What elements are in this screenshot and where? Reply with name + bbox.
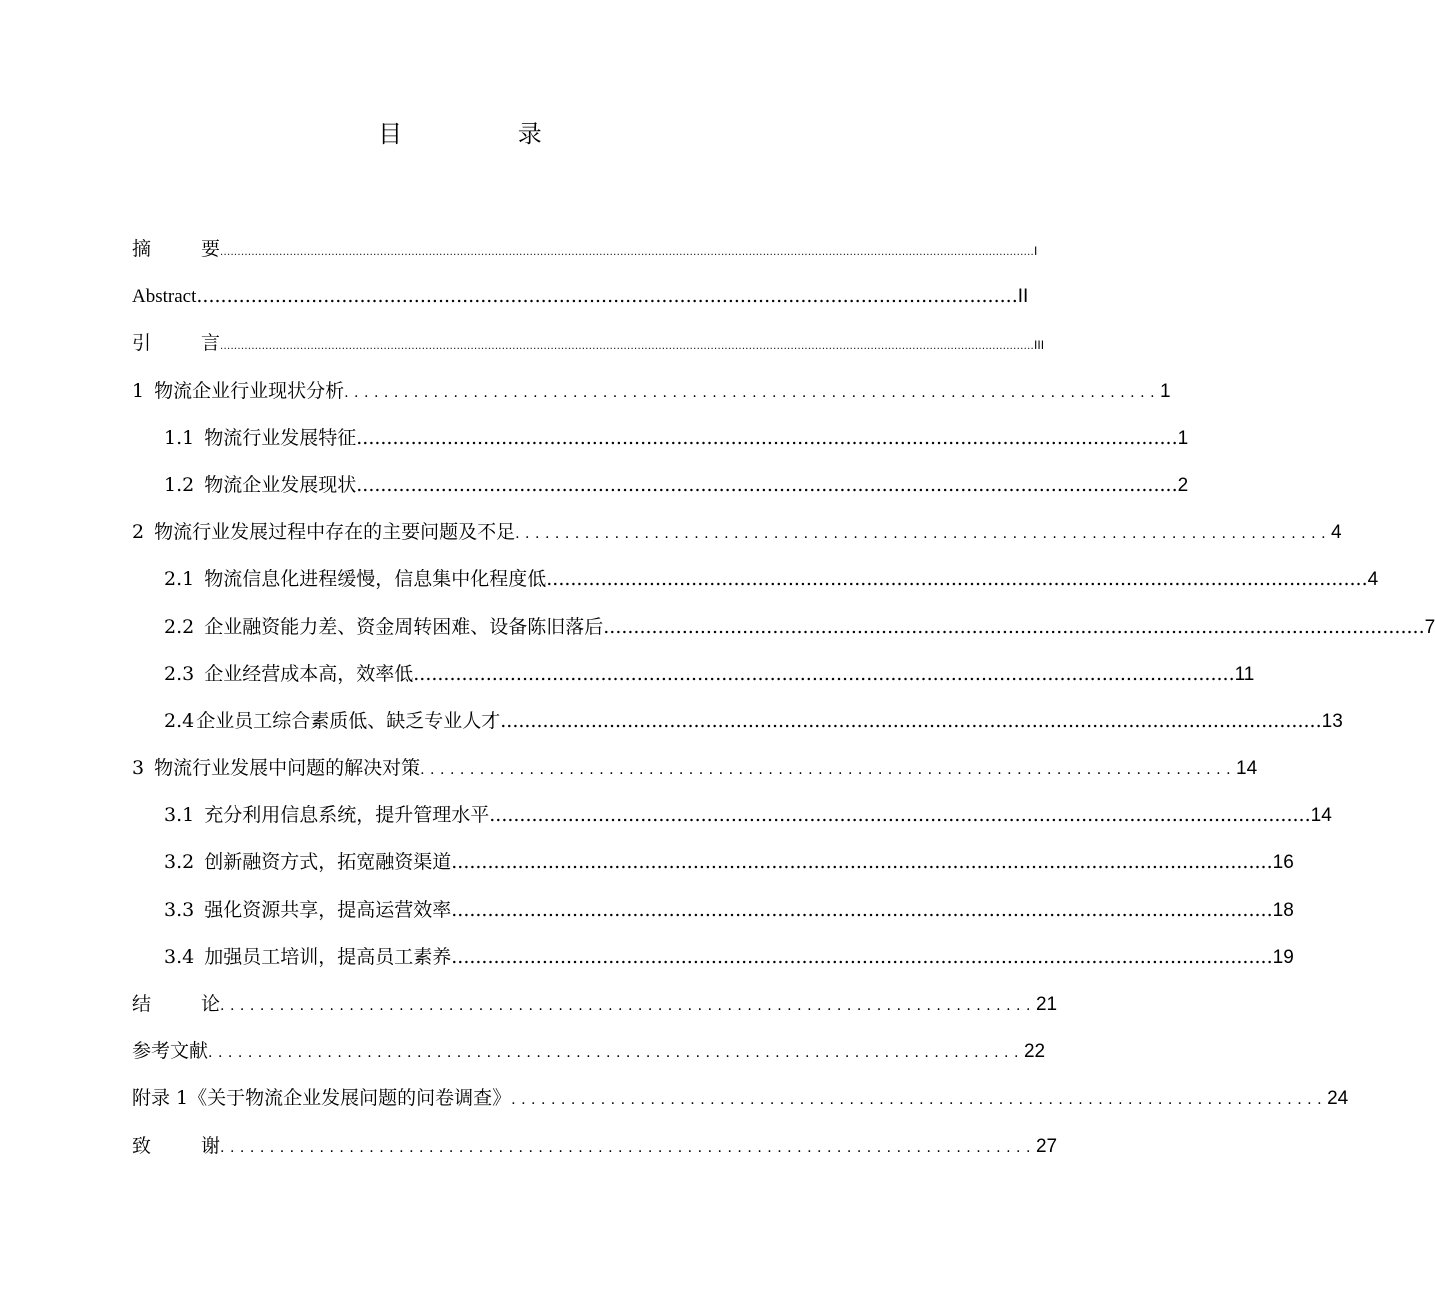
dot-leader: ........................................................................................................................................ [500,709,1322,732]
table-of-contents [132,226,1435,1170]
toc-entry-number: 3.4 [164,945,195,968]
toc-entry-text: 企业融资能力差、资金周转困难、设备陈旧落后 [204,615,604,638]
dot-leader: .................................................................................. [515,526,1332,543]
toc-entry-chapter-2[interactable] [132,509,1342,556]
toc-entry-number: 1 [132,379,145,402]
toc-page-number: 14 [1236,758,1258,780]
dot-leader: ........................................................................................................................................ [451,945,1273,968]
dot-leader: .................................................................................. [220,998,1036,1014]
toc-entry-text: 加强员工培训，提高员工素养 [204,945,452,968]
toc-entry-text: 企业经营成本高，效率低 [204,662,414,685]
toc-entry-conclusion[interactable] [132,981,1058,1028]
toc-entry-number: 3 [132,757,145,780]
toc-entry-chapter-3[interactable] [132,745,1258,792]
dot-leader: ........................................................................................................................................ [546,568,1368,591]
toc-entry-section-2-1[interactable] [132,556,1379,603]
dot-leader: .......................................................................................................................................................................................................................................... [220,341,1035,353]
toc-entry-number: 2.2 [164,615,195,638]
toc-entry-text: 强化资源共享，提高运营效率 [204,898,452,921]
toc-page-number: 24 [1327,1088,1349,1110]
toc-entry-text: 物流企业发展现状 [204,473,357,496]
toc-entry-number: 3.1 [164,804,195,827]
toc-entry-text: 参考文献 [132,1040,209,1063]
toc-entry-text: 充分利用信息系统，提升管理水平 [204,804,490,827]
toc-entry-references[interactable] [132,1028,1046,1075]
toc-entry-text: 结论 [132,993,271,1015]
toc-entry-section-1-2[interactable] [132,462,1189,509]
dot-leader: ........................................................................................................................................ [356,473,1178,496]
toc-entry-text: 物流信息化进程缓慢，信息集中化程度低 [204,568,547,591]
toc-page-number: 22 [1023,1041,1046,1063]
toc-entry-text: 附录 1《关于物流企业发展问题的问卷调查》 [132,1087,512,1110]
dot-leader: .................................................................................. [220,1139,1036,1156]
toc-entry-number: 2 [132,521,145,544]
toc-page-number: 4 [1367,569,1379,591]
toc-entry-text: 物流行业发展中问题的解决对策 [154,757,421,780]
toc-entry-number: 2.1 [164,568,195,591]
toc-page-number: 19 [1272,946,1294,968]
toc-page-number: III [1034,338,1045,353]
toc-entry-text: 摘要 [132,238,271,260]
toc-entry-text: 致谢 [132,1134,271,1157]
dot-leader: .......................................................................................................................................................................................................................................... [220,247,1035,258]
toc-page-number: 21 [1035,994,1058,1015]
toc-page-number: 14 [1310,805,1332,827]
toc-page-number: 4 [1331,522,1342,544]
toc-entry-acknowledgements[interactable] [132,1123,1058,1170]
toc-entry-number: 2.3 [164,662,195,685]
dot-leader: .................................................................................. [420,762,1237,779]
toc-entry-section-3-2[interactable] [132,839,1294,886]
toc-entry-chapter-1[interactable] [132,368,1171,415]
toc-page-number: I [1034,244,1038,258]
dot-leader: ........................................................................................................................................ [489,804,1311,827]
toc-entry-abstract-cn[interactable] [132,226,1038,273]
toc-entry-section-3-3[interactable] [132,887,1294,934]
dot-leader: .................................................................................. [208,1045,1024,1062]
toc-page-number: 27 [1035,1135,1058,1157]
toc-entry-section-2-3[interactable] [132,651,1255,698]
toc-page-number: 16 [1272,852,1294,874]
toc-entry-number: 3.2 [164,851,195,874]
toc-entry-section-2-4[interactable] [132,698,1343,745]
toc-page-number: 18 [1272,899,1294,921]
toc-page-number: 11 [1234,663,1255,685]
toc-entry-text: 企业员工综合素质低、缺乏专业人才 [196,709,501,732]
toc-entry-number: 1.1 [164,426,195,449]
dot-leader: .................................................................................. [344,384,1161,401]
toc-page-number: 13 [1321,710,1343,732]
toc-title: 目 录 [378,120,596,148]
toc-entry-number: 1.2 [164,473,195,496]
toc-entry-text: 创新融资方式，拓宽融资渠道 [204,851,452,874]
toc-entry-text: 引言 [132,332,271,355]
toc-page-number: 1 [1177,427,1189,449]
toc-entry-text: 物流行业发展特征 [204,426,357,449]
dot-leader: ........................................................................................................................................ [413,662,1235,685]
toc-entry-section-1-1[interactable] [132,415,1189,462]
toc-entry-number: 2.4 [164,709,195,732]
toc-page-number: 7 [1424,616,1435,638]
toc-entry-section-2-2[interactable] [132,604,1435,651]
dot-leader: ........................................................................................................................................ [451,898,1273,921]
toc-entry-text: 物流行业发展过程中存在的主要问题及不足 [154,521,516,544]
toc-page-number: 1 [1160,380,1171,402]
toc-entry-number: 3.3 [164,898,195,921]
dot-leader: ........................................................................................................................................ [356,426,1178,449]
toc-entry-text: Abstract [132,286,197,308]
toc-entry-section-3-1[interactable] [132,792,1332,839]
toc-page-number: 2 [1177,474,1189,496]
dot-leader: ........................................................................................................................................ [196,285,1018,308]
toc-entry-introduction[interactable] [132,320,1045,367]
dot-leader: ........................................................................................................................................ [603,615,1425,638]
toc-entry-text: 物流企业行业现状分析 [154,379,345,402]
toc-entry-abstract-en[interactable] [132,273,1029,320]
toc-page-number: II [1017,286,1029,308]
toc-entry-appendix-1[interactable] [132,1075,1349,1122]
toc-entry-section-3-4[interactable] [132,934,1294,981]
dot-leader: ........................................................................................................................................ [451,851,1273,874]
dot-leader: .................................................................................. [511,1092,1328,1109]
